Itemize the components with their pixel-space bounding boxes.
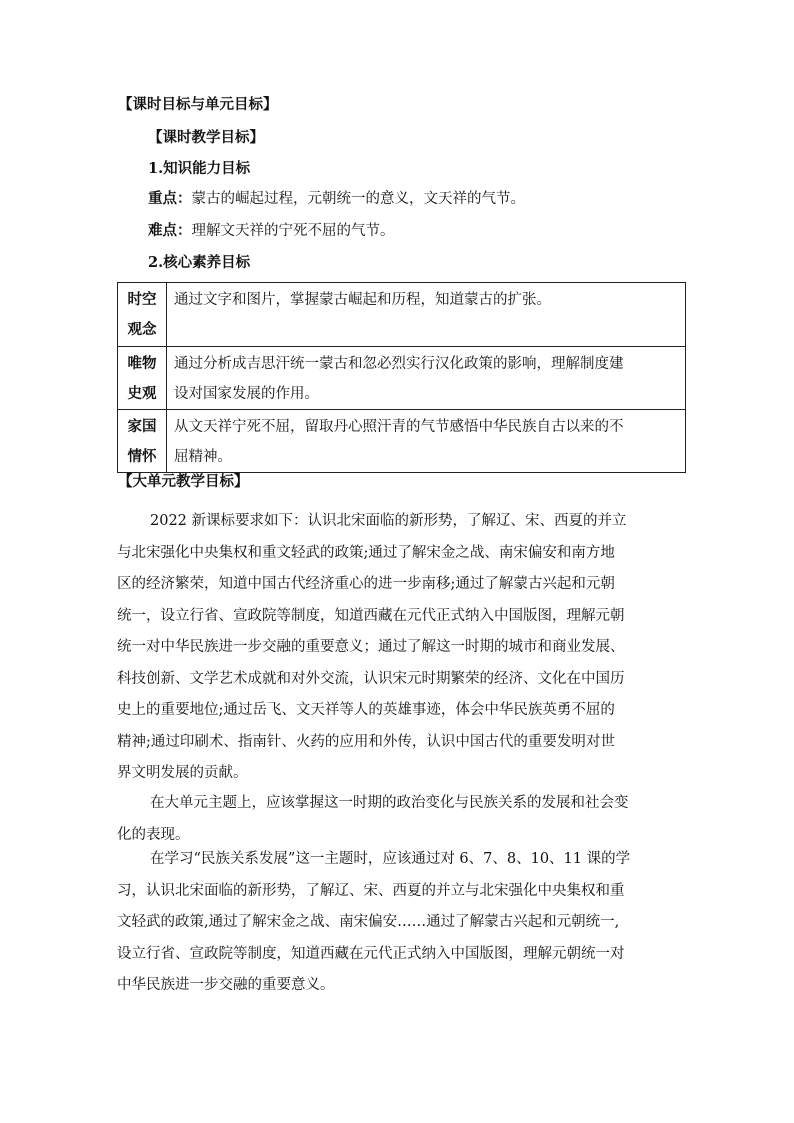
paragraph-line: 2022 新课标要求如下：认识北宋面临的新形势，了解辽、宋、西夏的并立 [150,513,627,529]
table-value-cell [167,347,686,410]
table-key-line: 家国 [127,418,157,435]
paragraph-curriculum-requirements [117,506,692,790]
difficult-point-label: 难点： [148,222,192,239]
paragraph-line: 与北宋强化中央集权和重文轻武的政策;通过了解宋金之战、南宋偏安和南方地 [117,544,615,561]
table-key-line: 情怀 [127,448,157,465]
table-key-line: 史观 [127,385,157,402]
paragraph-line: 统一对中华民族进一步交融的重要意义；通过了解这一时期的城市和商业发展、 [117,639,625,655]
paragraph-line: 界文明发展的贡献。 [117,765,248,781]
paragraph-line: 化的表现。 [117,826,190,843]
paragraph-line: 区的经济繁荣，知道中国古代经济重心的进一步南移;通过了解蒙古兴起和元朝 [117,576,615,592]
difficult-point-line [148,221,395,241]
table-value-cell [167,410,686,473]
table-row [118,347,686,410]
table-value-line: 通过文字和图片，掌握蒙古崛起和历程，知道蒙古的扩张。 [174,292,551,308]
difficult-point-text: 理解文天祥的宁死不屈的气节。 [191,223,395,239]
table-key-line: 时空 [127,291,157,308]
paragraph-line: 习，认识北宋面临的新形势，了解辽、宋、西夏的并立与北宋强化中央集权和重 [117,882,625,899]
paragraph-line: 精神;通过印刷术、指南针、火药的应用和外传，认识中国古代的重要发明对世 [117,733,615,750]
core-literacy-table [117,282,686,473]
table-key-cell [118,283,167,347]
heading-lesson-teaching-goals: 【课时教学目标】 [148,129,264,146]
table-value-line: 屈精神。 [174,449,232,465]
heading-unit-teaching-goals: 【大单元教学目标】 [118,473,249,490]
table-key-cell [118,410,167,473]
key-point-line [148,189,525,209]
paragraph-line: 文轻武的政策,通过了解宋金之战、南宋偏安……通过了解蒙古兴起和元朝统一, [117,914,620,930]
table-value-line: 从文天祥宁死不屈，留取丹心照汗青的气节感悟中华民族自古以来的不 [174,419,624,435]
heading-knowledge-ability-goals: 1.知识能力目标 [148,160,251,177]
table-key-line: 唯物 [127,355,157,372]
paragraph-unit-theme [117,788,692,851]
paragraph-line: 科技创新、文学艺术成就和对外交流，认识宋元时期繁荣的经济、文化在中国历 [117,670,625,687]
paragraph-line: 在学习“民族关系发展”这一主题时，应该通过对 6、7、8、10、11 课的学 [150,851,631,867]
heading-core-literacy-goals: 2.核心素养目标 [148,254,251,271]
paragraph-line: 中华民族进一步交融的重要意义。 [117,977,335,993]
paragraph-line: 设立行省、宣政院等制度，知道西藏在元代正式纳入中国版图，理解元朝统一对 [117,945,625,962]
table-value-line: 设对国家发展的作用。 [174,386,319,402]
table-row [118,410,686,473]
section-heading-objectives: 【课时目标与单元目标】 [118,96,278,113]
paragraph-line: 统一，设立行省、宣政院等制度，知道西藏在元代正式纳入中国版图，理解元朝 [117,607,625,624]
paragraph-line: 在大单元主题上，应该掌握这一时期的政治变化与民族关系的发展和社会变 [150,795,629,811]
table-row [118,283,686,347]
table-value-cell [167,283,686,347]
table-key-line: 观念 [127,321,157,338]
paragraph-ethnic-relations [117,844,692,1002]
table-value-line: 通过分析成吉思汗统一蒙古和忽必烈实行汉化政策的影响，理解制度建 [174,356,624,372]
table-key-cell [118,347,167,410]
key-point-label: 重点： [148,190,192,207]
key-point-text: 蒙古的崛起过程，元朝统一的意义，文天祥的气节。 [191,191,525,207]
paragraph-line: 史上的重要地位;通过岳飞、文天祥等人的英雄事迹，体会中华民族英勇不屈的 [117,702,615,718]
